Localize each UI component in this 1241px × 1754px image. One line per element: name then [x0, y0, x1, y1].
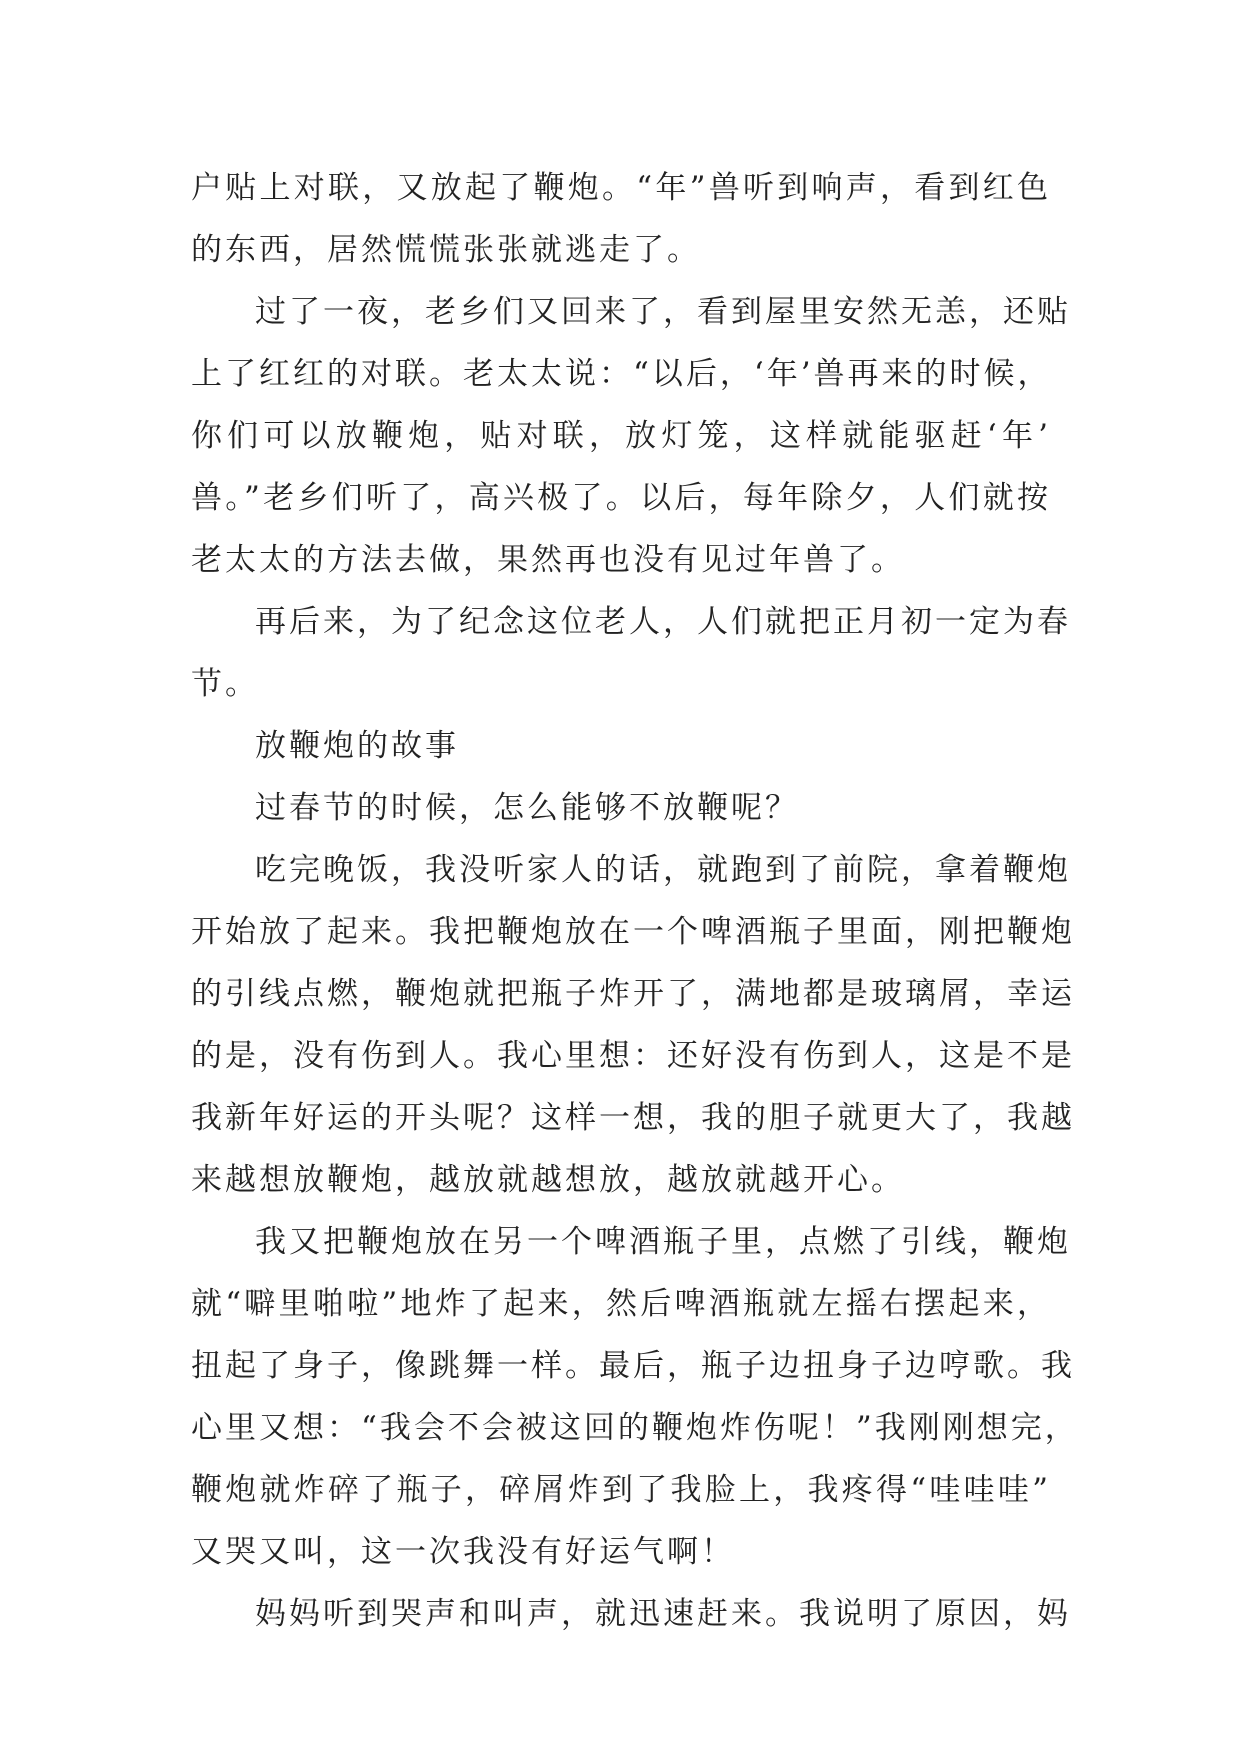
text-line: 来越想放鞭炮，越放就越想放，越放就越开心。: [191, 1162, 905, 1198]
text-line: 的东西，居然慌慌张张就逃走了。: [191, 232, 701, 268]
text-line: 开始放了起来。我把鞭炮放在一个啤酒瓶子里面，刚把鞭炮: [191, 914, 1075, 950]
text-line: 我新年好运的开头呢？这样一想，我的胆子就更大了，我越: [191, 1100, 1075, 1136]
text-line: 户贴上对联，又放起了鞭炮。“年”兽听到响声，看到红色: [191, 170, 1051, 206]
text-line: 兽。”老乡们听了，高兴极了。以后，每年除夕，人们就按: [191, 480, 1051, 516]
paragraph-start-line: 过春节的时候，怎么能够不放鞭呢？: [255, 790, 799, 826]
paragraph-start-line: 我又把鞭炮放在另一个啤酒瓶子里，点燃了引线，鞭炮: [255, 1224, 1071, 1260]
text-line: 节。: [191, 666, 259, 702]
paragraph-start-line: 吃完晚饭，我没听家人的话，就跑到了前院，拿着鞭炮: [255, 852, 1071, 888]
text-line: 心里又想：“我会不会被这回的鞭炮炸伤呢！”我刚刚想完，: [191, 1410, 1079, 1446]
text-line: 的引线点燃，鞭炮就把瓶子炸开了，满地都是玻璃屑，幸运: [191, 976, 1075, 1012]
body-text: [191, 157, 1079, 1645]
text-line: 鞭炮就炸碎了瓶子，碎屑炸到了我脸上，我疼得“哇哇哇”: [191, 1472, 1051, 1508]
paragraph-start-line: 过了一夜，老乡们又回来了，看到屋里安然无恙，还贴: [255, 294, 1071, 330]
section-heading: 放鞭炮的故事: [255, 728, 459, 764]
text-line: 老太太的方法去做，果然再也没有见过年兽了。: [191, 542, 905, 578]
text-line: 的是，没有伤到人。我心里想：还好没有伤到人，这是不是: [191, 1038, 1075, 1074]
text-line: 又哭又叫，这一次我没有好运气啊！: [191, 1534, 735, 1570]
text-line: 你们可以放鞭炮，贴对联，放灯笼，这样就能驱赶‘年’: [191, 418, 1051, 454]
paragraph-start-line: 再后来，为了纪念这位老人，人们就把正月初一定为春: [255, 604, 1071, 640]
text-line: 就“噼里啪啦”地炸了起来，然后啤酒瓶就左摇右摆起来，: [191, 1286, 1051, 1322]
text-line: 扭起了身子，像跳舞一样。最后，瓶子边扭身子边哼歌。我: [191, 1348, 1075, 1384]
text-line: 上了红红的对联。老太太说：“以后，‘年’兽再来的时候，: [191, 356, 1052, 392]
paragraph-start-line: 妈妈听到哭声和叫声，就迅速赶来。我说明了原因，妈: [255, 1596, 1071, 1632]
